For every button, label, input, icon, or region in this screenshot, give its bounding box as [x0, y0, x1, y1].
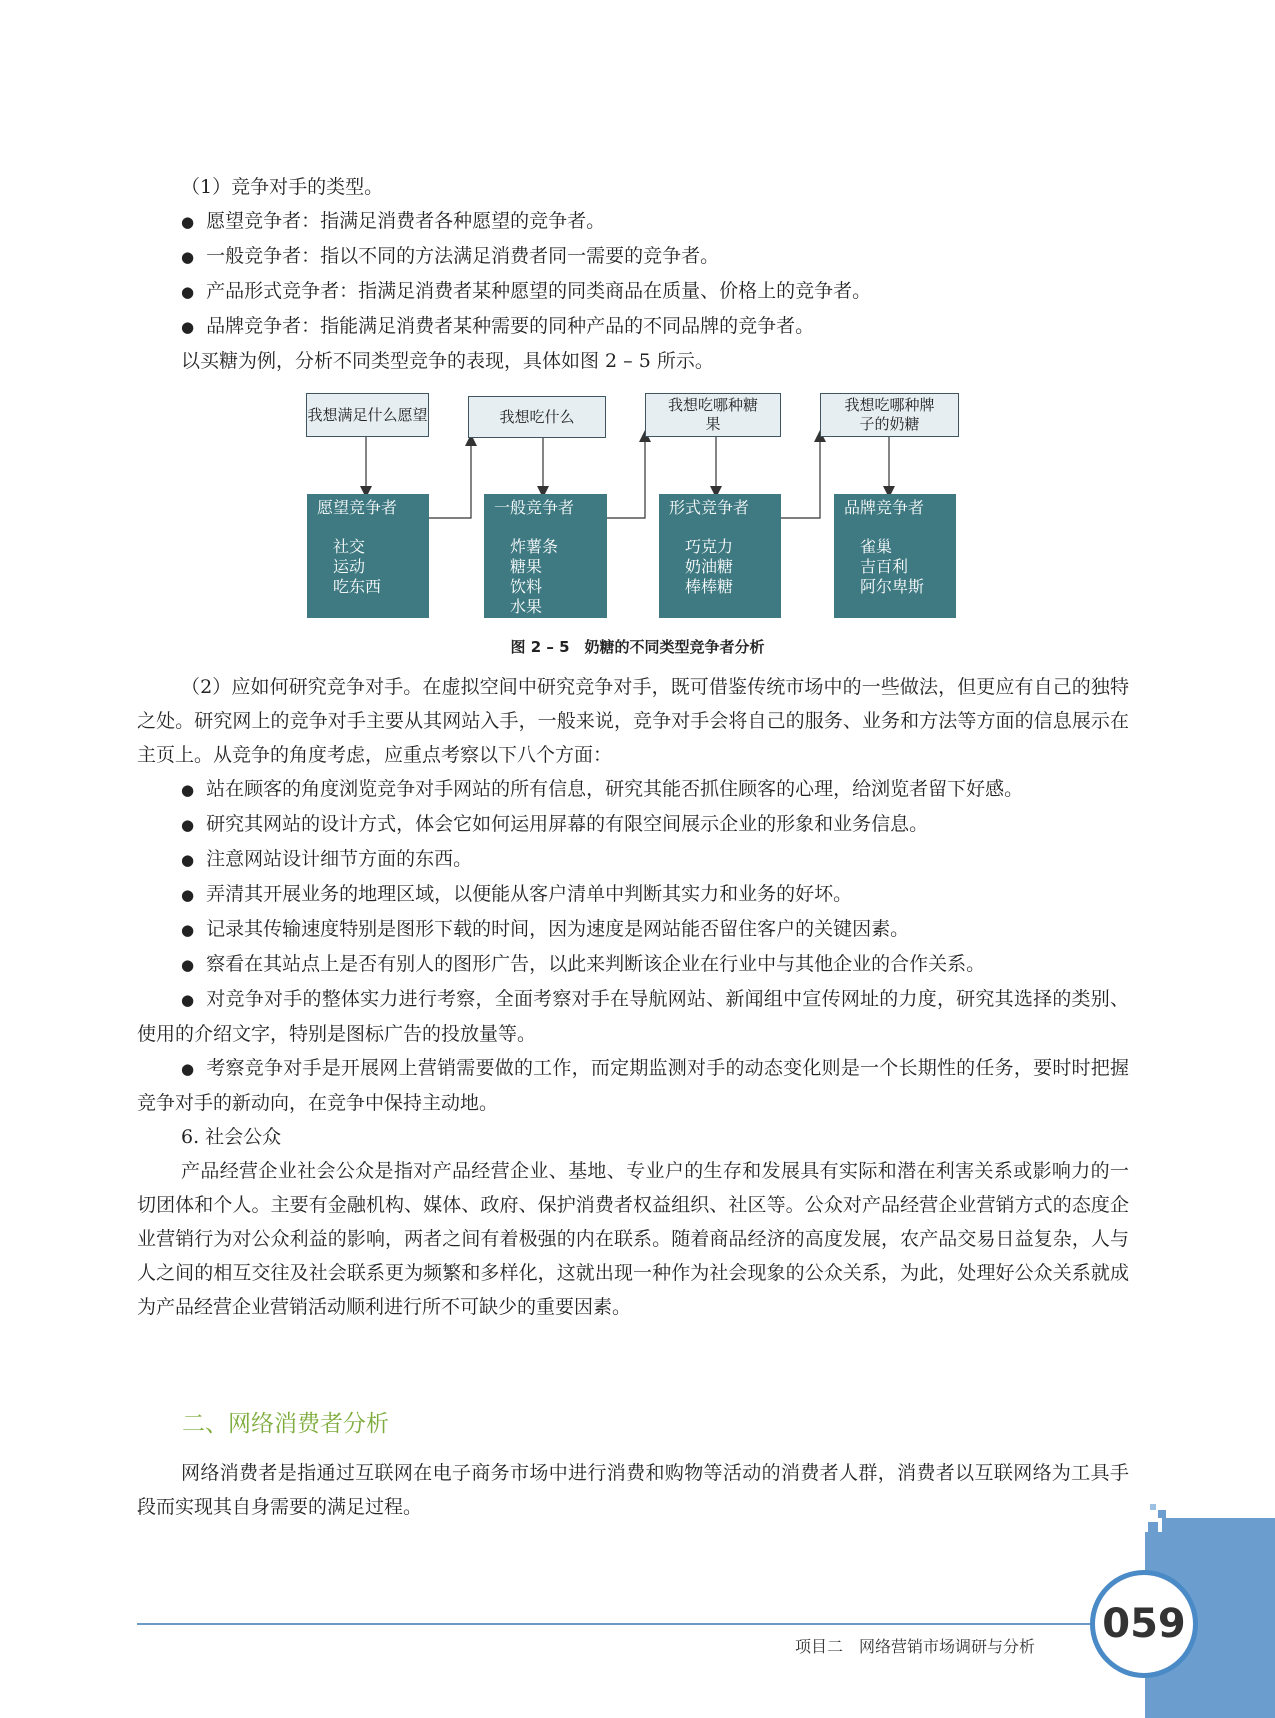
question-box: 我想吃哪种牌子的奶糖	[820, 393, 959, 437]
list-item: ● 察看在其站点上是否有别人的图形广告，以此来判断该企业在行业中与其他企业的合作关系。	[181, 953, 986, 975]
list-item: ● 弄清其开展业务的地理区域，以便能从客户清单中判断其实力和业务的好坏。	[181, 883, 853, 905]
paragraph-research-competitors: （2）应如何研究竞争对手。在虚拟空间中研究竞争对手，既可借鉴传统市场中的一些做法，但更应有自己的独特之处。研究网上的竞争对手主要从其网站入手，一般来说，竞争对手会将自己的服务、业务和方法等方面的信息展示在主页上。从竞争的角度考虑，应重点考察以下八个方面：	[137, 676, 1129, 766]
list-item: ● 注意网站设计细节方面的东西。	[181, 848, 473, 870]
question-box: 我想满足什么愿望	[306, 393, 429, 437]
paragraph-network-consumers: 网络消费者是指通过互联网在电子商务市场中进行消费和购物等活动的消费者人群，消费者以互联网络为工具手段而实现其自身需要的满足过程。	[137, 1462, 1129, 1518]
paragraph-public: 产品经营企业社会公众是指对产品经营企业、基地、专业户的生存和发展具有实际和潜在利害关系或影响力的一切团体和个人。主要有金融机构、媒体、政府、保护消费者权益组织、社区等。公众对产品经营企业营销方式的态度企业营销行为对公众利益的影响，两者之间有着极强的内在联系。随着商品经济的高度发展，农产品交易日益复杂，人与人之间的相互交往及社会联系更为频繁和多样化，这就出现一种作为社会现象的公众关系，为此，处理好公众关系就成为产品经营企业营销活动顺利进行所不可缺少的重要因素。	[137, 1160, 1129, 1318]
list-item: ● 站在顾客的角度浏览竞争对手网站的所有信息，研究其能否抓住顾客的心理，给浏览者留下好感。	[181, 778, 1024, 800]
paragraph-example: 以买糖为例，分析不同类型竞争的表现，具体如图 2 – 5 所示。	[181, 350, 714, 372]
competitor-box: 愿望竞争者 社交 运动 吃东西	[307, 494, 429, 618]
competitor-box: 形式竞争者 巧克力 奶油糖 棒棒糖	[659, 494, 781, 618]
list-item: ● 考察竞争对手是开展网上营销需要做的工作，而定期监测对手的动态变化则是一个长期性的任务，要时时把握竞争对手的新动向，在竞争中保持主动地。	[137, 1057, 1129, 1114]
list-item: ● 愿望竞争者：指满足消费者各种愿望的竞争者。	[181, 210, 606, 232]
subsection-heading-public: 6. 社会公众	[181, 1126, 282, 1148]
list-item: ● 产品形式竞争者：指满足消费者某种愿望的同类商品在质量、价格上的竞争者。	[181, 280, 872, 302]
list-item: ● 一般竞争者：指以不同的方法满足消费者同一需要的竞争者。	[181, 245, 720, 267]
page-number: 059	[1090, 1570, 1198, 1678]
list-item: ● 品牌竞争者：指能满足消费者某种需要的同种产品的不同品牌的竞争者。	[181, 315, 815, 337]
section-heading-network-consumers: 二、网络消费者分析	[182, 1411, 389, 1437]
footer-divider	[137, 1623, 1097, 1625]
competitor-box: 一般竞争者 炸薯条 糖果 饮料 水果	[484, 494, 607, 618]
list-item: ● 研究其网站的设计方式，体会它如何运用屏幕的有限空间展示企业的形象和业务信息。	[181, 813, 929, 835]
figure-caption: 图 2 – 5 奶糖的不同类型竞争者分析	[510, 638, 765, 656]
footer-chapter-title: 项目二 网络营销市场调研与分析	[795, 1637, 1036, 1656]
question-box: 我想吃哪种糖果	[645, 393, 781, 437]
list-item: ● 记录其传输速度特别是图形下载的时间，因为速度是网站能否留住客户的关键因素。	[181, 918, 910, 940]
diagram-connectors	[0, 0, 1275, 700]
question-box: 我想吃什么	[468, 396, 606, 438]
competitor-box: 品牌竞争者 雀巢 吉百利 阿尔卑斯	[834, 494, 956, 618]
paragraph-competitor-types: （1）竞争对手的类型。	[181, 176, 384, 198]
list-item: ● 对竞争对手的整体实力进行考察，全面考察对手在导航网站、新闻组中宣传网址的力度，研究其选择的类别、使用的介绍文字，特别是图标广告的投放量等。	[137, 988, 1129, 1045]
